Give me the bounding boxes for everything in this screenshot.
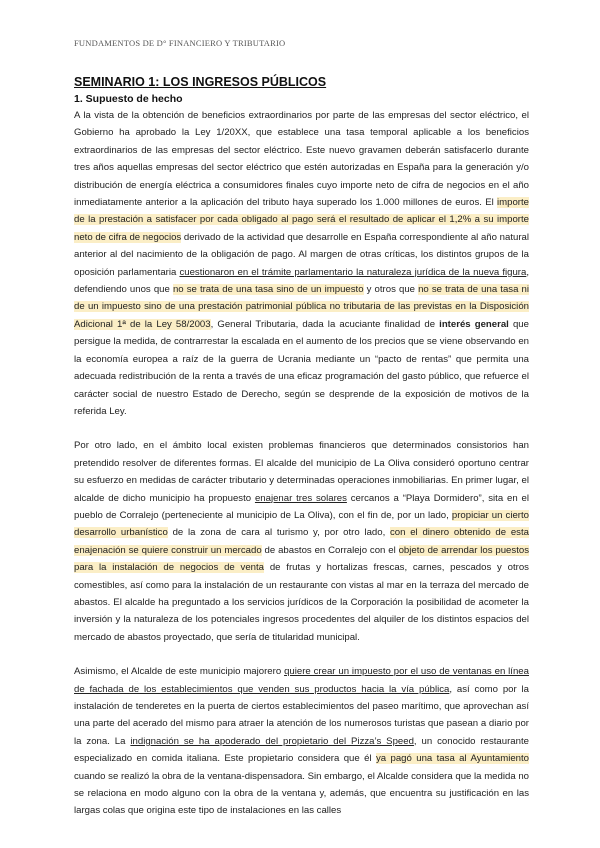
highlighted-text: ya pagó una tasa al Ayuntamiento	[375, 753, 529, 765]
text-run: A la vista de la obtención de beneficios extraordinarios por parte de las empresas del sector eléctrico, el Gobierno ha aprobado la Ley 1/20XX, que establece una tasa temporal aplicable a los beneficios extraordinarios de las empresas del sector eléctrico. Este nuevo gravamen deberán satisfacerlo durante tres años aquellas empresas del sector eléctrico que estén autorizadas en España para la generación y/o distribución de energía eléctrica a consumidores finales cuyo importe neto de cifra de negocios en el año inmediatamente anterior a la aplicación del tributo haya superado los 1.000 millones de euros. El	[74, 110, 529, 209]
text-run: Asimismo, el Alcalde de este municipio majorero	[74, 666, 285, 678]
underlined-text: cuestionaron en el trámite parlamentario la naturaleza jurídica de la nueva figura	[179, 266, 527, 278]
paragraph-1	[74, 107, 529, 420]
highlighted-text: no se trata de una tasa sino de un impuesto	[172, 284, 364, 296]
text-run: de frutas y hortalizas frescas, carnes, pescados y otros comestibles, así como para la instalación de un restaurante con vistas al mar en la terraza del mercado de abastos. El alcalde ha preguntado a los servicios jurídicos de la Corporación la posibilidad de acometer la inversión y la naturaleza de los potenciales ingresos procedentes del alquiler de los distintos espacios del mercado de abastos proyectado, que sería de titularidad municipal.	[74, 562, 529, 643]
page-title: SEMINARIO 1: LOS INGRESOS PÚBLICOS	[74, 75, 327, 89]
text-run: , General Tributaria, dada la acuciante finalidad de	[210, 318, 440, 330]
text-run: que persigue la medida, de contrarrestar la escalada en el aumento de los precios que se viene observando en la economía europea a raíz de la guerra de Ucrania mediante un “pacto de rentas” que permita una adecuada redistribución de la renta a través de una eficaz programación del gasto público, que refuerce el carácter social de nuestro Estado de Derecho, según se desprende de la exposición de motivos de la referida Ley.	[74, 318, 529, 417]
document-body	[74, 107, 529, 820]
text-run: Por otro lado, en el ámbito local existen problemas financieros que determinados consistorios han pretendido resolver de diferentes formas. El alcalde del municipio de La Oliva consideró oportuno centrar su esfuerzo en medidas de carácter tributario y determinadas operaciones inmobiliarias. En primer lugar, el alcalde de dicho municipio ha propuesto	[74, 440, 529, 504]
text-run: de la zona de cara al turismo y, por otro lado,	[167, 527, 390, 539]
text-run: y otros que	[363, 284, 419, 296]
highlighted-text: propiciar un cierto desarrollo urbanístico	[74, 509, 529, 539]
paragraph-2	[74, 437, 529, 646]
underlined-text: indignación se ha apoderado del propietario del Pizza’s Speed	[130, 735, 414, 747]
text-run: cuando se realizó la obra de la ventana-dispensadora. Sin embargo, el Alcalde considera que la medida no se relaciona en modo alguno con la obra de la ventana y, además, que encuentra su justificación en las largas colas que origina este tipo de instalaciones en las calles	[74, 770, 529, 817]
paragraph-3	[74, 663, 529, 820]
underlined-text: enajenar tres solares	[254, 492, 347, 504]
text-run: , defendiendo unos que	[74, 266, 530, 296]
bold-text: interés general	[439, 318, 509, 330]
highlighted-text: objeto de arrendar los puestos para la instalación de negocios de venta	[74, 544, 529, 574]
text-run: cercanos a “Playa Dormidero”, sita en el pueblo de Corralejo (perteneciente al municipio de La Oliva), con el fin de, por un lado,	[74, 492, 529, 521]
running-header: FUNDAMENTOS DE D° FINANCIERO Y TRIBUTARIO	[74, 38, 286, 48]
text-run: , un conocido restaurante especializado en comida italiana. Este propietario considera que él	[74, 735, 529, 765]
section-heading: 1. Supuesto de hecho	[74, 93, 183, 105]
highlighted-text: no se trata de una tasa ni de un impuesto sino de una prestación patrimonial pública no tributaria de las previstas en la Disposición Adicional 1ª de la Ley 58/2003	[74, 284, 529, 330]
underlined-text: quiere crear un impuesto por el uso de ventanas en línea de fachada de los establecimientos que venden sus productos hacia la vía pública	[74, 666, 529, 695]
highlighted-text: con el dinero obtenido de esta enajenación se quiere construir un mercado	[74, 527, 529, 556]
text-run: derivado de la actividad que desarrolle en España correspondiente al año natural anterior al del nacimiento de la obligación de pago. Al margen de otras críticas, los distintos grupos de la oposición parlamentaria	[74, 231, 529, 278]
text-run: , así como por la instalación de tenderetes en la puerta de ciertos establecimientos del paseo marítimo, que aprovechan así una parte del acerado del mismo para atraer la atención de los numerosos turistas que pasean a diario por la zona. La	[74, 683, 529, 747]
highlighted-text: importe de la prestación a satisfacer por cada obligado al pago será el resultado de aplicar el 1,2% a su importe neto de cifra de negocios	[74, 197, 529, 243]
text-run: de abastos en Corralejo con el	[261, 544, 399, 556]
